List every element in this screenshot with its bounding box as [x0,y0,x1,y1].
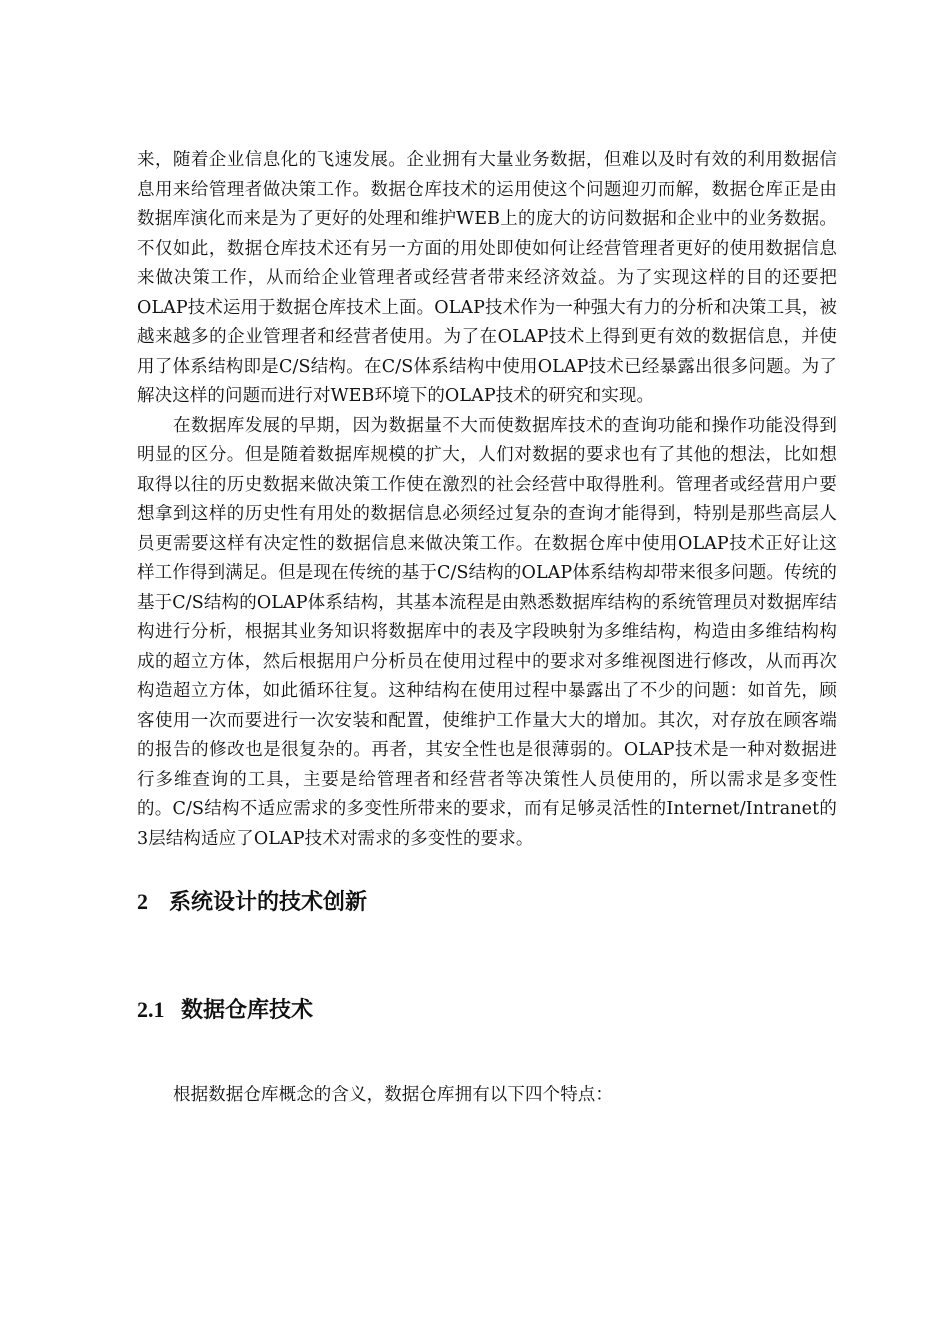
page-content [137,146,837,1111]
section-title: 系统设计的技术创新 [169,890,368,915]
subsection-heading-2-1 [137,995,837,1026]
body-paragraph-1: 来，随着企业信息化的飞速发展。企业拥有大量业务数据，但难以及时有效的利用数据信息用来给管理者做决策工作。数据仓库技术的运用使这个问题迎刃而解，数据仓库正是由数据库演化而来是为了更好的处理和维护WEB上的庞大的访问数据和企业中的业务数据。不仅如此，数据仓库技术还有另一方面的用处即使如何让经营管理者更好的使用数据信息来做决策工作，从而给企业管理者或经营者带来经济效益。为了实现这样的目的还要把OLAP技术运用于数据仓库技术上面。OLAP技术作为一种强大有力的分析和决策工具，被越来越多的企业管理者和经营者使用。为了在OLAP技术上得到更有效的数据信息，并使用了体系结构即是C/S结构。在C/S体系结构中使用OLAP技术已经暴露出很多问题。为了解决这样的问题而进行对WEB环境下的OLAP技术的研究和实现。 [137,150,837,406]
subsection-number: 2.1 [137,997,165,1022]
section-heading-2 [137,887,837,918]
body-paragraph-3: 根据数据仓库概念的含义，数据仓库拥有以下四个特点： [173,1085,613,1105]
body-paragraph-2: 在数据库发展的早期，因为数据量不大而使数据库技术的查询功能和操作功能没得到明显的区分。但是随着数据库规模的扩大，人们对数据的要求也有了其他的想法，比如想取得以往的历史数据来做决策工作使在激烈的社会经营中取得胜利。管理者或经营用户要想拿到这样的历史性有用处的数据信息必须经过复杂的查询才能得到，特别是那些高层人员更需要这样有决定性的数据信息来做决策工作。在数据仓库中使用OLAP技术正好让这样工作得到满足。但是现在传统的基于C/S结构的OLAP体系结构却带来很多问题。传统的基于C/S结构的OLAP体系结构，其基本流程是由熟悉数据库结构的系统管理员对数据库结构进行分析，根据其业务知识将数据库中的表及字段映射为多维结构，构造由多维结构构成的超立方体，然后根据用户分析员在使用过程中的要求对多维视图进行修改，从而再次构造超立方体，如此循环往复。这种结构在使用过程中暴露出了不少的问题：如首先，顾客使用一次而要进行一次安装和配置，使维护工作量大大的增加。其次，对存放在顾客端的报告的修改也是很复杂的。再者，其安全性也是很薄弱的。OLAP技术是一种对数据进行多维查询的工具，主要是给管理者和经营者等决策性人员使用的，所以需求是多变性的。C/S结构不适应需求的多变性所带来的要求，而有足够灵活性的Internet/Intranet的3层结构适应了OLAP技术对需求的多变性的要求。 [137,415,837,849]
section-number: 2 [137,889,148,914]
subsection-title: 数据仓库技术 [181,998,314,1023]
